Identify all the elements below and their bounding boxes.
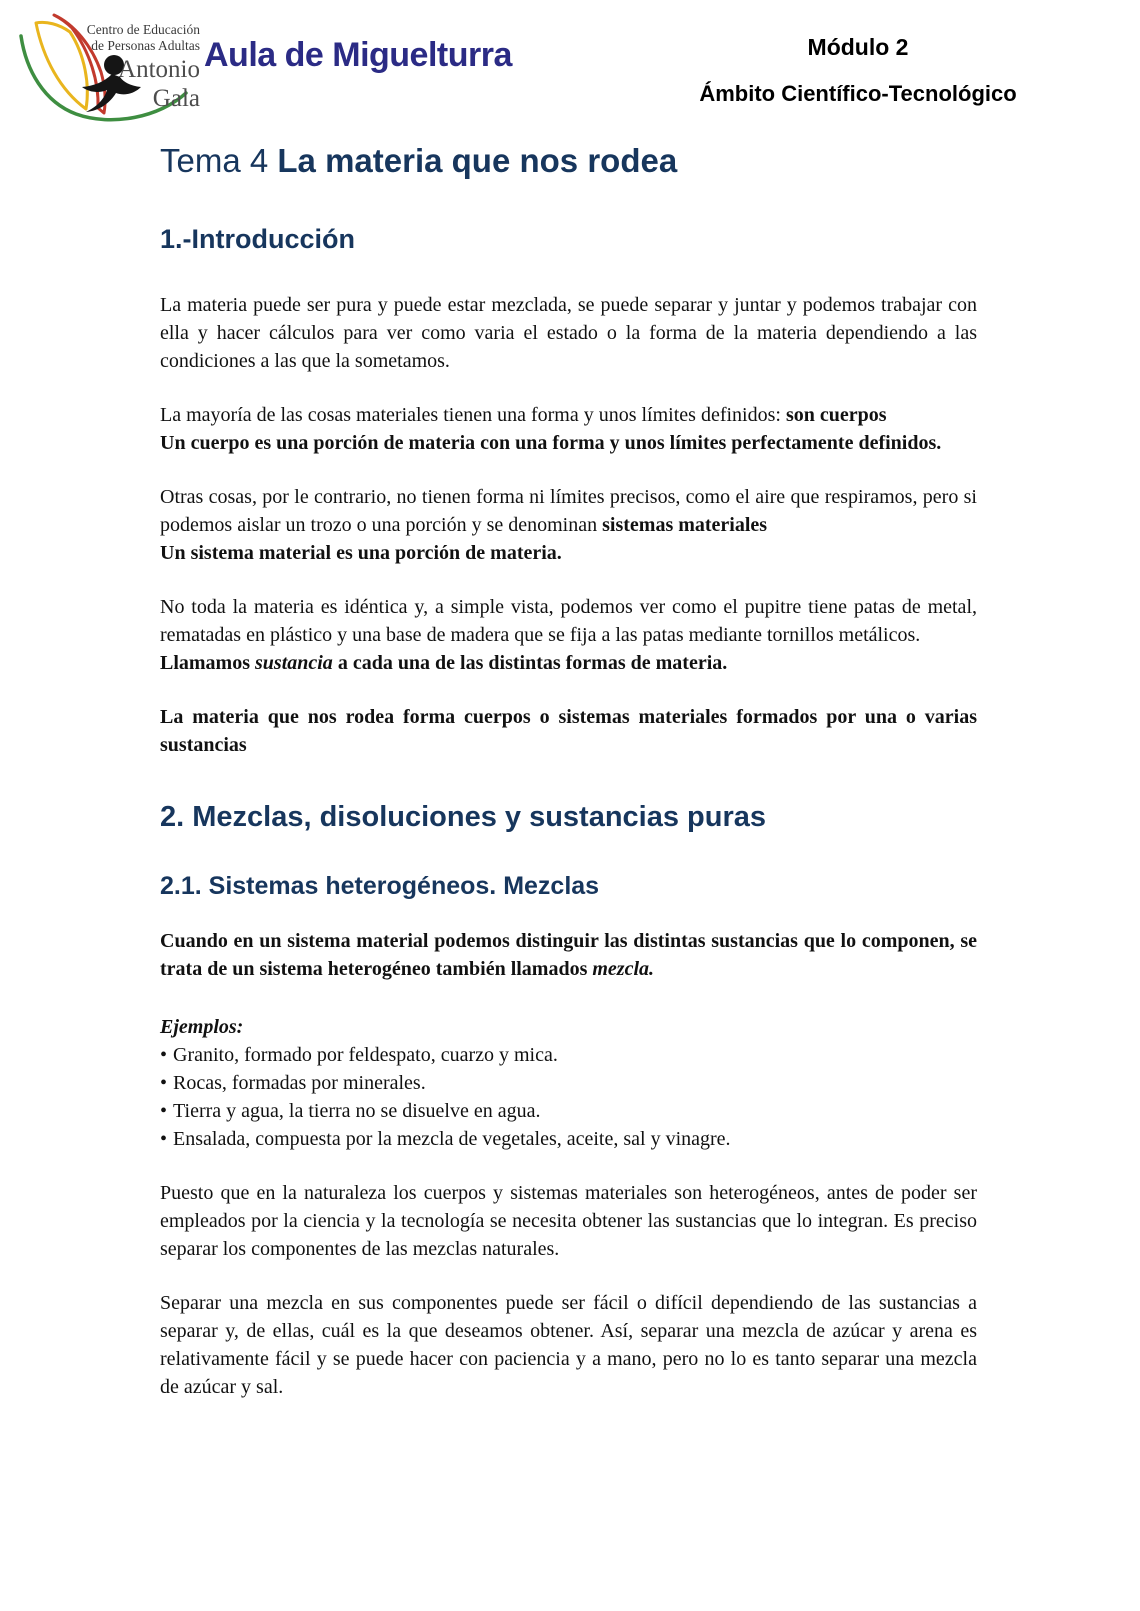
bullet-icon: •	[160, 1072, 168, 1094]
paragraph-text: No toda la materia es idéntica y, a simple vista, podemos ver como el pupitre tiene patas de metal, rematadas en plástico y una base de madera que se fija a las patas mediante tornillos metálicos.	[160, 596, 977, 646]
list-item	[160, 1125, 977, 1153]
definition-text: a cada una de las distintas formas de materia.	[332, 652, 728, 674]
highlight-son-cuerpos: son cuerpos	[785, 404, 887, 426]
paragraph-intro-1	[160, 291, 977, 375]
bullet-icon: •	[160, 1128, 168, 1150]
paragraph-text: Puesto que en la naturaleza los cuerpos y sistemas materiales son heterogéneos, antes de poder ser empleados por la ciencia y la tecnología se necesita obtener las sustancias que lo integran. Es preciso separar los componentes de las mezclas naturales.	[160, 1182, 977, 1260]
paragraph-text: Cuando en un sistema material podemos distinguir las distintas sustancias que lo componen, se trata de un sistema heterogéneo también llamados	[160, 930, 977, 980]
definition-cuerpo: Un cuerpo es una porción de materia con una forma y unos límites perfectamente definidos.	[160, 432, 942, 454]
paragraph-text: Otras cosas, por le contrario, no tienen forma ni límites precisos, como el aire que respiramos, pero si podemos aislar un trozo o una porción y se denominan	[160, 486, 977, 536]
section-heading-introduccion: 1.-Introducción	[160, 224, 355, 254]
list-item	[160, 1069, 977, 1097]
list-item-text: Tierra y agua, la tierra no se disuelve en agua.	[173, 1100, 541, 1122]
term-sustancia: sustancia	[255, 652, 333, 674]
paragraph-separacion-2	[160, 1289, 977, 1401]
definition-sistema-material: Un sistema material es una porción de materia.	[160, 542, 562, 564]
page-header	[0, 0, 1140, 128]
paragraph-text: La materia que nos rodea forma cuerpos o sistemas materiales formados por una o varias sustancias	[160, 706, 977, 756]
definition-text: Llamamos	[160, 652, 255, 674]
org-name-line: Gala	[152, 85, 200, 112]
org-name-line: Antonio	[118, 56, 200, 83]
title-main: La materia que nos rodea	[277, 142, 678, 179]
examples-list	[160, 1041, 977, 1153]
list-item	[160, 1041, 977, 1069]
examples-label	[160, 1013, 977, 1041]
document-body	[0, 142, 1140, 1401]
bullet-icon: •	[160, 1044, 168, 1066]
org-name-line: de Personas Adultas	[91, 38, 200, 53]
paragraph-intro-5	[160, 703, 977, 759]
list-item-text: Rocas, formadas por minerales.	[173, 1072, 426, 1094]
paragraph-intro-4	[160, 593, 977, 677]
title-prefix: Tema 4	[160, 142, 278, 179]
bullet-icon: •	[160, 1100, 168, 1122]
paragraph-text: La mayoría de las cosas materiales tienen una forma y unos límites definidos:	[160, 404, 786, 426]
subject-label: Ámbito Científico-Tecnológico	[699, 81, 1017, 106]
school-logo	[14, 10, 200, 122]
definition-sustancia	[160, 652, 727, 674]
list-item-text: Ensalada, compuesta por la mezcla de vegetales, aceite, sal y vinagre.	[173, 1128, 731, 1150]
highlight-sistemas-materiales: sistemas materiales	[602, 514, 768, 536]
section-heading-mezclas: 2. Mezclas, disoluciones y sustancias puras	[160, 801, 767, 833]
paragraph-intro-3	[160, 483, 977, 567]
org-name-line: Centro de Educación	[86, 22, 200, 37]
subsection-heading-sistemas-heterogeneos: 2.1. Sistemas heterogéneos. Mezclas	[160, 872, 600, 900]
paragraph-text: La materia puede ser pura y puede estar mezclada, se puede separar y juntar y podemos trabajar con ella y hacer cálculos para ver como varia el estado o la forma de la materia dependiendo a las condiciones a las que la sometamos.	[160, 294, 977, 372]
page-title	[160, 142, 977, 180]
list-item-text: Granito, formado por feldespato, cuarzo y mica.	[173, 1044, 558, 1066]
paragraph-intro-2	[160, 401, 977, 457]
term-mezcla: mezcla.	[592, 958, 655, 980]
module-label: Módulo 2	[807, 34, 909, 60]
paragraph-separacion-1	[160, 1179, 977, 1263]
examples-label-text: Ejemplos:	[160, 1016, 244, 1038]
list-item	[160, 1097, 977, 1125]
module-header	[688, 34, 1028, 107]
paragraph-text: Separar una mezcla en sus componentes puede ser fácil o difícil dependiendo de las sustancias a separar y, de ellas, cuál es la que deseamos obtener. Así, separar una mezcla de azúcar y arena es relativamente fácil y se puede hacer con paciencia y a mano, pero no lo es tanto separar una mezcla de azúcar y sal.	[160, 1292, 977, 1398]
brand-title: Aula de Miguelturra	[204, 36, 512, 74]
logo-text-block	[87, 22, 200, 112]
paragraph-lead-mezcla	[160, 927, 977, 983]
